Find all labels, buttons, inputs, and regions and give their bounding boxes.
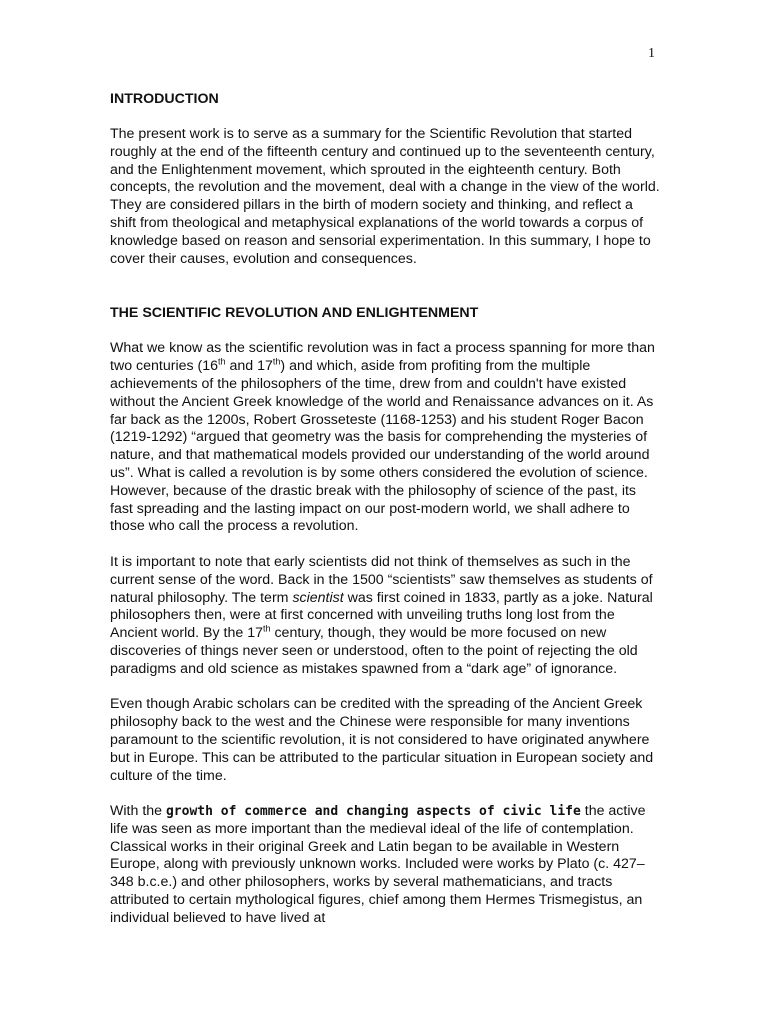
paragraph-2: It is important to note that early scientists did not think of themselves as such in the current sense of the word. Back in the 1500 “scientists” saw themselves as students of natural philosophy. The term scientist was first coined in 1833, partly as a joke. Natural philosophers then, were at first concerned with unveiling truths long lost from the Ancient world. By the 17th century, though, they would be more focused on new discoveries of things never seen or understood, often to the point of rejecting the old paradigms and old science as mistakes spawned from a “dark age” of ignorance. <box>110 553 653 677</box>
section-heading: THE SCIENTIFIC REVOLUTION AND ENLIGHTENMENT <box>110 305 479 322</box>
paragraph-3: Even though Arabic scholars can be credited with the spreading of the Ancient Greek philosophy back to the west and the Chinese were responsible for many inventions paramount to the scientific revolution, it is not considered to have originated anywhere but in Europe. This can be attributed to the particular situation in European society and culture of the time. <box>110 696 654 784</box>
introduction-heading: INTRODUCTION <box>110 91 219 107</box>
paragraph-1: What we know as the scientific revolution was in fact a process spanning for more than two centuries (16th and 17th) and which, aside from profiting from the multiple achievements of the philosophers of the time, drew from and couldn't have existed without the Ancient Greek knowledge of the world and Renaissance advances on it. As far back as the 1200s, Robert Grosseteste (1168-1253) and his student Roger Bacon (1219-1292) “argued that geometry was the basis for comprehending the mysteries of nature, and that mathematical models provided our understanding of the world around us”. What is called a revolution is by some others considered the evolution of science. However, because of the drastic break with the philosophy of science of the past, its fast spreading and the lasting impact on our post-modern world, we shall adhere to those who call the process a revolution. <box>110 340 655 535</box>
page-number: 1 <box>648 46 655 61</box>
page-content <box>110 90 660 928</box>
paragraph-4: With the growth of commerce and changing aspects of civic life the active life was seen as more important than the medieval ideal of the life of contemplation. Classical works in their original Greek and Latin began to be available in Western Europe, along with previously unknown works. Included were works by Plato (c. 427–348 b.c.e.) and other philosophers, works by several mathematicians, and tracts attributed to certain mythological figures, chief among them Hermes Trismegistus, an individual believed to have lived at <box>110 803 646 926</box>
emphasis-text: growth of commerce and changing aspects of civic life <box>165 804 581 820</box>
introduction-paragraph: The present work is to serve as a summary for the Scientific Revolution that started roughly at the end of the fifteenth century and continued up to the seventeenth century, and the Enlightenment movement, which sprouted in the eighteenth century. Both concepts, the revolution and the movement, deal with a change in the view of the world. They are considered pillars in the birth of modern society and thinking, and reflect a shift from theological and metaphysical explanations of the world towards a corpus of knowledge based on reason and sensorial experimentation. In this summary, I hope to cover their causes, evolution and consequences. <box>110 126 660 267</box>
